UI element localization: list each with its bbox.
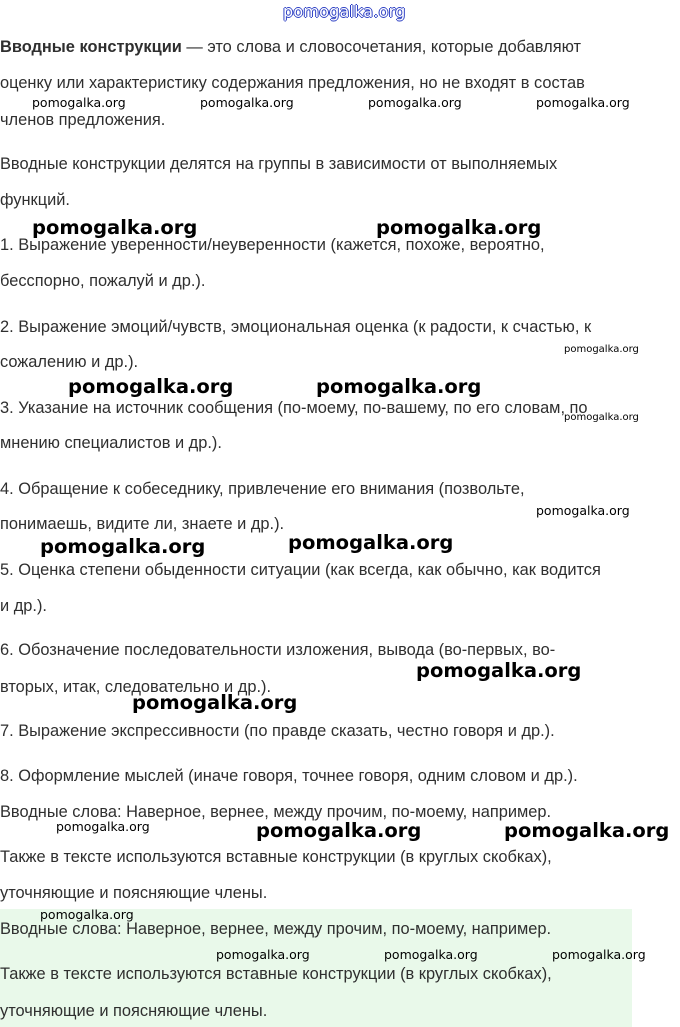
group-7-line-1: 7. Выражение экспрессивности (по правде сказать, честно говоря и др.). <box>0 722 555 740</box>
answer-line-1: Вводные слова: Наверное, вернее, между прочим, по-моему, например. <box>0 920 552 938</box>
group-8-line-1: 8. Оформление мыслей (иначе говоря, точнее говоря, одним словом и др.). <box>0 767 578 785</box>
watermark: pomogalka.org <box>32 95 126 110</box>
answer-line-3: уточняющие и поясняющие члены. <box>0 1002 268 1020</box>
group-1-line-2: бесспорно, пожалуй и др.). <box>0 272 206 290</box>
watermark: pomogalka.org <box>56 819 150 834</box>
watermark: pomogalka.org <box>68 375 234 398</box>
watermark: pomogalka.org <box>564 344 639 355</box>
watermark: pomogalka.org <box>536 95 630 110</box>
group-6-line-2: вторых, итак, следовательно и др.). <box>0 678 272 696</box>
watermark: pomogalka.org <box>288 531 454 554</box>
watermark: pomogalka.org <box>536 503 630 518</box>
intro-line-1 <box>0 37 581 57</box>
groups-intro-line-2: функций. <box>0 191 70 209</box>
example-line-2: Также в тексте используются вставные конструкции (в круглых скобках), <box>0 848 552 866</box>
watermark: pomogalka.org <box>504 819 670 842</box>
watermark-top: pomogalka.org <box>283 2 406 21</box>
group-4-line-1: 4. Обращение к собеседнику, привлечение его внимания (позвольте, <box>0 480 525 498</box>
group-4-line-2: понимаешь, видите ли, знаете и др.). <box>0 515 285 533</box>
watermark: pomogalka.org <box>564 412 639 423</box>
watermark: pomogalka.org <box>384 947 478 962</box>
group-6-line-1: 6. Обозначение последовательности изложения, вывода (во-первых, во- <box>0 641 556 659</box>
watermark: pomogalka.org <box>40 535 206 558</box>
watermark: pomogalka.org <box>416 659 582 682</box>
group-2-line-1: 2. Выражение эмоций/чувств, эмоциональная оценка (к радости, к счастью, к <box>0 318 592 336</box>
watermark: pomogalka.org <box>132 691 298 714</box>
group-5-line-1: 5. Оценка степени обыденности ситуации (как всегда, как обычно, как водится <box>0 561 601 579</box>
watermark: pomogalka.org <box>368 95 462 110</box>
watermark: pomogalka.org <box>376 216 542 239</box>
group-2-line-2: сожалению и др.). <box>0 353 139 371</box>
watermark: pomogalka.org <box>32 216 198 239</box>
answer-line-2: Также в тексте используются вставные конструкции (в круглых скобках), <box>0 965 552 983</box>
example-line-3: уточняющие и поясняющие члены. <box>0 884 268 902</box>
group-1-line-1: 1. Выражение уверенности/неуверенности (кажется, похоже, вероятно, <box>0 236 545 254</box>
watermark: pomogalka.org <box>216 947 310 962</box>
intro-line-3: членов предложения. <box>0 111 166 129</box>
watermark: pomogalka.org <box>200 95 294 110</box>
watermark: pomogalka.org <box>256 819 422 842</box>
groups-intro-line-1: Вводные конструкции делятся на группы в зависимости от выполняемых <box>0 155 558 173</box>
group-3-line-1: 3. Указание на источник сообщения (по-моему, по-вашему, по его словам, по <box>0 399 588 417</box>
intro-lead: Вводные конструкции <box>0 38 182 56</box>
intro-line-2: оценку или характеристику содержания предложения, но не входят в состав <box>0 74 585 92</box>
group-5-line-2: и др.). <box>0 597 47 615</box>
watermark: pomogalka.org <box>40 907 134 922</box>
watermark: pomogalka.org <box>316 375 482 398</box>
example-line-1: Вводные слова: Наверное, вернее, между прочим, по-моему, например. <box>0 803 552 821</box>
watermark: pomogalka.org <box>552 947 646 962</box>
group-3-line-2: мнению специалистов и др.). <box>0 434 222 452</box>
intro-line-1-rest: — это слова и словосочетания, которые добавляют <box>181 38 582 56</box>
